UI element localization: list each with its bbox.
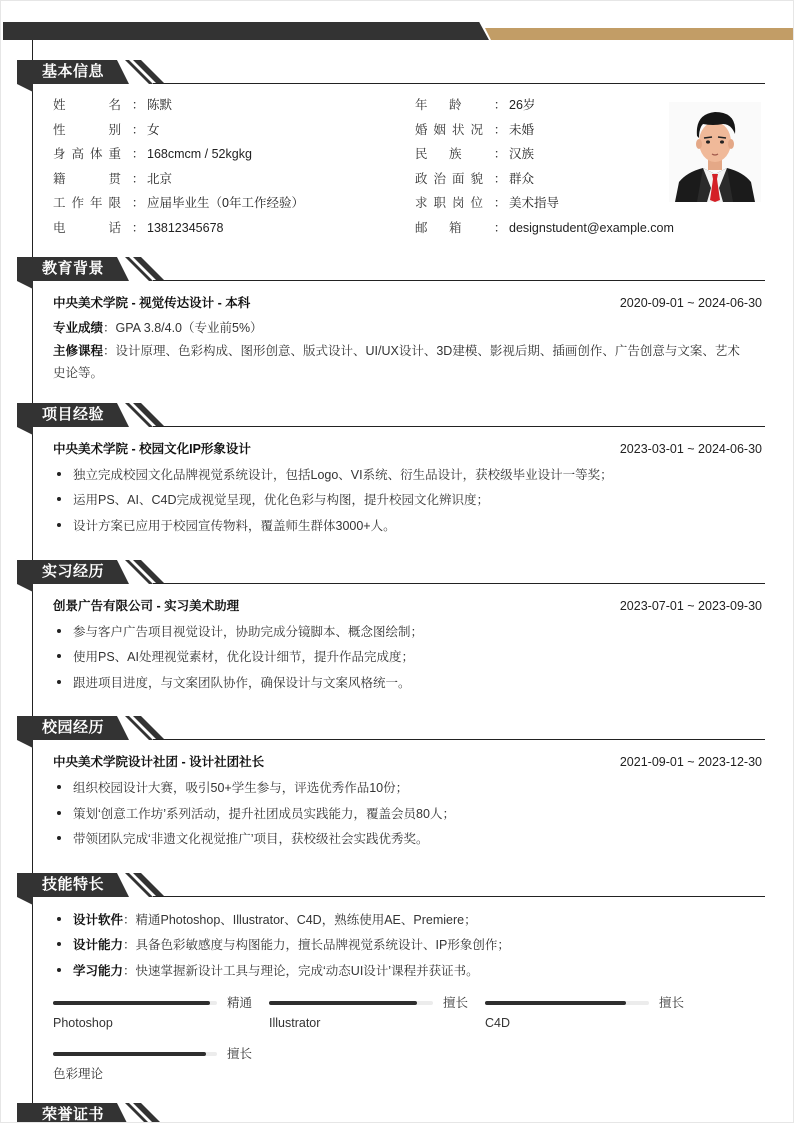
section-divider [153, 426, 765, 427]
internship-bullet: 参与客户广告项目视觉设计，协助完成分镜脚本、概念图绘制； [57, 624, 423, 640]
avatar-illustration-icon [669, 102, 761, 202]
info-label: 邮 箱 [415, 221, 462, 235]
info-row-marital: 婚 姻 状 况 ： 未婚 [415, 123, 535, 137]
skill-level: 擅长 [227, 1047, 253, 1061]
bullet-dot-icon [57, 472, 61, 476]
info-row-age: 年 龄 ： 26岁 [415, 98, 536, 112]
info-row-email: 邮 箱 ： designstudent@example.com [415, 221, 674, 235]
section-title: 教育背景 [42, 260, 105, 277]
info-row-height-weight: 身 高 体 重 ： 168cmcm / 52kgkg [53, 147, 252, 161]
info-value-marital: 未婚 [509, 123, 535, 137]
info-value-age: 26岁 [509, 98, 536, 112]
section-divider [153, 280, 765, 281]
skill-bar-color-theory [53, 1046, 253, 1086]
section-title: 项目经验 [42, 406, 105, 423]
internship-heading: 创景广告有限公司 - 实习美术助理 [53, 599, 240, 613]
bullet-dot-icon [57, 917, 61, 921]
info-label: 姓 名 [53, 98, 121, 112]
skill-bar-illustrator [269, 995, 469, 1035]
internship-bullet: 跟进项目进度，与文案团队协作，确保设计与文案风格统一。 [57, 675, 411, 691]
skill-name: 色彩理论 [53, 1067, 104, 1081]
skill-level: 擅长 [659, 996, 685, 1010]
info-value-work-years: 应届毕业生（0年工作经验） [147, 196, 304, 210]
section-header-honors [17, 1103, 765, 1123]
skill-progress-track [485, 1001, 649, 1005]
education-courses: 主修课程：设计原理、色彩构成、图形创意、版式设计、UI/UX设计、3D建模、影视后期、插画创作、广告创意与文案、艺术 [53, 344, 740, 358]
section-title: 基本信息 [42, 63, 105, 80]
info-label: 电 话 [53, 221, 121, 235]
skill-bullet: 设计软件：精通Photoshop、Illustrator、C4D，熟练使用AE、Premiere； [57, 912, 477, 928]
education-courses-cont: 史论等。 [53, 366, 104, 380]
info-label: 求 职 岗 位 [415, 196, 483, 210]
info-label: 婚 姻 状 况 [415, 123, 483, 137]
info-value-name: 陈默 [147, 98, 173, 112]
bullet-dot-icon [57, 523, 61, 527]
skill-progress-track [269, 1001, 433, 1005]
skill-name: Photoshop [53, 1016, 113, 1030]
skill-progress-fill [269, 1001, 417, 1005]
section-header-education [17, 257, 765, 283]
section-divider [153, 583, 765, 584]
info-row-ethnicity: 民 族 ： 汉族 [415, 147, 535, 161]
info-value-phone: 13812345678 [147, 221, 224, 235]
skill-progress-fill [53, 1001, 210, 1005]
skill-bullet: 设计能力：具备色彩敏感度与构图能力，擅长品牌视觉系统设计、IP形象创作； [57, 937, 510, 953]
project-bullet: 独立完成校园文化品牌视觉系统设计，包括Logo、VI系统、衍生品设计，获校级毕业设计一等奖； [57, 467, 613, 483]
campus-bullet: 策划‘创意工作坊’系列活动，提升社团成员实践能力，覆盖会员80人； [57, 806, 455, 822]
section-title: 荣誉证书 [42, 1106, 105, 1123]
skill-name: C4D [485, 1016, 511, 1030]
info-value-position: 美术指导 [509, 196, 560, 210]
info-value-hometown: 北京 [147, 172, 173, 186]
bullet-dot-icon [57, 785, 61, 789]
info-value-email: designstudent@example.com [509, 221, 674, 235]
skill-progress-fill [485, 1001, 626, 1005]
info-value-ethnicity: 汉族 [509, 147, 535, 161]
bullet-dot-icon [57, 811, 61, 815]
project-bullet: 设计方案已应用于校园宣传物料，覆盖师生群体3000+人。 [57, 518, 396, 534]
section-title: 校园经历 [42, 719, 105, 736]
education-date: 2020-09-01 ~ 2024-06-30 [619, 296, 762, 310]
info-row-hometown: 籍 贯 ： 北京 [53, 172, 173, 186]
skill-level: 擅长 [443, 996, 469, 1010]
project-bullet: 运用PS、AI、C4D完成视觉呈现，优化色彩与构图，提升校园文化辨识度； [57, 492, 489, 508]
project-heading: 中央美术学院 - 校园文化IP形象设计 [53, 442, 251, 456]
section-divider [153, 739, 765, 740]
info-label: 籍 贯 [53, 172, 121, 186]
info-label: 政 治 面 貌 [415, 172, 483, 186]
skill-progress-track [53, 1052, 217, 1056]
section-divider [153, 83, 765, 84]
skill-bar-photoshop [53, 995, 253, 1035]
section-title: 技能特长 [42, 876, 105, 893]
section-header-campus [17, 716, 765, 742]
info-label: 民 族 [415, 147, 462, 161]
info-row-name: 姓 名 ： 陈默 [53, 98, 173, 112]
section-header-internship [17, 560, 765, 586]
info-value-height-weight: 168cmcm / 52kgkg [147, 147, 252, 161]
campus-bullet: 带领团队完成‘非遗文化视觉推广’项目，获校级社会实践优秀奖。 [57, 831, 429, 847]
section-header-skills [17, 873, 765, 899]
section-header-projects [17, 403, 765, 429]
info-value-political: 群众 [509, 172, 535, 186]
section-divider [153, 896, 765, 897]
project-date: 2023-03-01 ~ 2024-06-30 [619, 442, 762, 456]
skill-progress-fill [53, 1052, 206, 1056]
internship-bullet: 使用PS、AI处理视觉素材，优化设计细节，提升作品完成度； [57, 649, 414, 665]
info-row-phone: 电 话 ： 13812345678 [53, 221, 224, 235]
education-gpa: 专业成绩：GPA 3.8/4.0（专业前5%） [53, 321, 263, 335]
top-banner-dark [3, 22, 477, 40]
info-value-gender: 女 [147, 123, 160, 137]
info-label: 年 龄 [415, 98, 462, 112]
bullet-dot-icon [57, 836, 61, 840]
info-label: 身 高 体 重 [53, 147, 121, 161]
bullet-dot-icon [57, 968, 61, 972]
education-school: 中央美术学院 - 视觉传达设计 - 本科 [53, 296, 251, 310]
bullet-dot-icon [57, 629, 61, 633]
bullet-dot-icon [57, 497, 61, 501]
bullet-dot-icon [57, 654, 61, 658]
section-header-basic-info [17, 60, 765, 86]
bullet-dot-icon [57, 680, 61, 684]
info-row-work-years: 工 作 年 限 ： 应届毕业生（0年工作经验） [53, 196, 304, 210]
info-row-position: 求 职 岗 位 ： 美术指导 [415, 196, 560, 210]
bullet-dot-icon [57, 942, 61, 946]
avatar [669, 102, 761, 202]
skill-bar-c4d [485, 995, 685, 1035]
campus-heading: 中央美术学院设计社团 - 设计社团社长 [53, 755, 265, 769]
campus-date: 2021-09-01 ~ 2023-12-30 [619, 755, 762, 769]
info-row-political: 政 治 面 貌 ： 群众 [415, 172, 535, 186]
top-banner-gold [485, 28, 793, 40]
skill-progress-track [53, 1001, 217, 1005]
skill-name: Illustrator [269, 1016, 321, 1030]
info-label: 工 作 年 限 [53, 196, 121, 210]
info-label: 性 别 [53, 123, 121, 137]
skill-bullet: 学习能力：快速掌握新设计工具与理论，完成‘动态UI设计’课程并获证书。 [57, 963, 479, 979]
internship-date: 2023-07-01 ~ 2023-09-30 [619, 599, 762, 613]
campus-bullet: 组织校园设计大赛，吸引50+学生参与，评选优秀作品10份； [57, 780, 408, 796]
section-title: 实习经历 [42, 563, 105, 580]
info-row-gender: 性 别 ： 女 [53, 123, 160, 137]
skill-level: 精通 [227, 996, 253, 1010]
